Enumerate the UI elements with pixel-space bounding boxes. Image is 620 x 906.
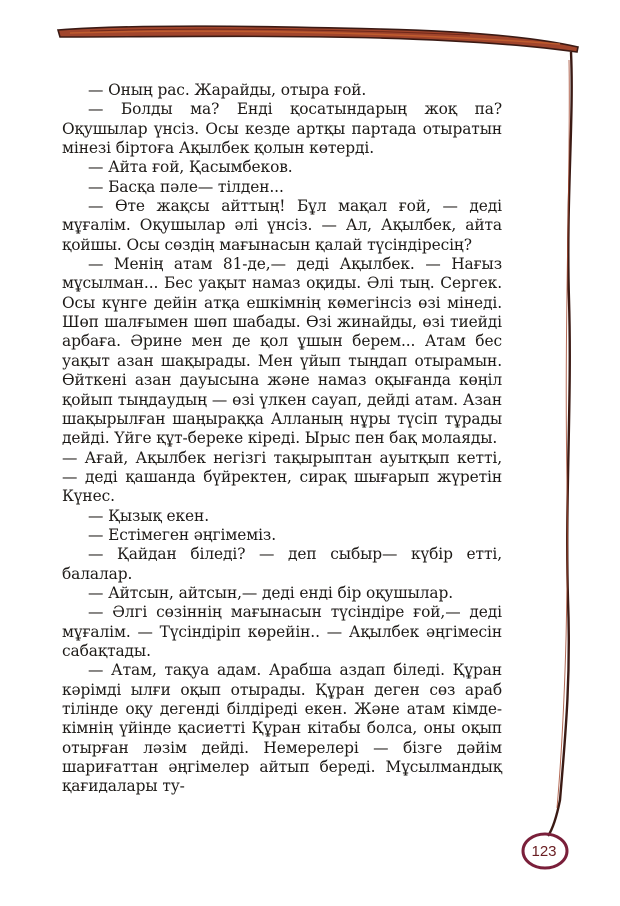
paragraph: — Айта ғой, Қасымбеков. xyxy=(88,158,293,177)
paragraph: — Өте жақсы айттың! Бұл мақал ғой, — деді мұғалім. Оқушылар әлі үнсіз. — Ал, Ақылбек, айта қойшы. Осы сөздің мағынасын қалай түсіндіресің? xyxy=(62,197,502,254)
page-number: 123 xyxy=(531,843,557,860)
paragraph: — Менің атам 81-де,— деді Ақылбек. — Нағыз мұсылман... Бес уақыт намаз оқиды. Әлі тың. Сергек. Осы күнге дейін атқа ешкімнің көмегінсіз өзі мінеді. Шөп шалғымен шөп шабады. Өзі жинайды, өзі тиейді арбаға. Әрине мен де қол ұшын берем... Атам бес уақыт азан шақырады. Мен үйып тыңдап отырамын. Өйткені азан дауысына және намаз оқығанда көңіл қойып тыңдаудың — өзі үлкен сауап, дейді атам. Азан шақырылған шаңыраққа Алланың нұры түсіп тұрады дейді. Үйге құт-береке кіреді. Ырыс пен бақ молаяды. xyxy=(62,255,502,448)
right-vertical-stroke xyxy=(548,52,572,836)
paragraph: — Атам, тақуа адам. Арабша аздап біледі. Құран кәрімді ылғи оқып отырады. Құран деген сөз араб тілінде оқу дегенді білдіреді екен. Және атам кімде-кімнің үйінде қасиетті Құран кітабы болса, оны оқып отырған ләзім дейді. Немерелері — бізге дәйім шариғаттан әңгімелер айтып береді. Мұсылмандық қағидалары ту- xyxy=(62,661,502,796)
paragraph: — Қайдан біледі? — деп сыбыр— күбір етті, балалар. xyxy=(62,545,502,583)
paragraph: — Ағай, Ақылбек негізгі тақырыптан ауытқып кетті, — деді қашанда бүйректен, сирақ шығарып жүретін Күнес. xyxy=(62,448,502,506)
paragraph: — Басқа пәле— тілден... xyxy=(88,177,284,196)
paragraph: — Әлгі сөзіннің мағынасын түсіндіре ғой,— деді мұғалім. — Түсіндіріп көрейін.. — Ақылбек әңгімесін сабақтады. xyxy=(62,603,502,660)
paragraph: — Айтсын, айтсын,— деді енді бір оқушылар. xyxy=(88,583,454,602)
paragraph: — Болды ма? Енді қосатындарың жоқ па? Оқушылар үнсіз. Осы кезде артқы партада отыратын мінезі біртоға Ақылбек қолын көтерді. xyxy=(62,100,502,158)
paragraph: — Қызық екен. xyxy=(88,506,209,525)
paragraph: — Естімеген әңгімеміз. xyxy=(88,525,276,544)
body-text xyxy=(62,81,502,797)
paragraph: — Оның рас. Жарайды, отыра ғой. xyxy=(88,81,367,99)
top-brush-stroke xyxy=(58,26,578,52)
